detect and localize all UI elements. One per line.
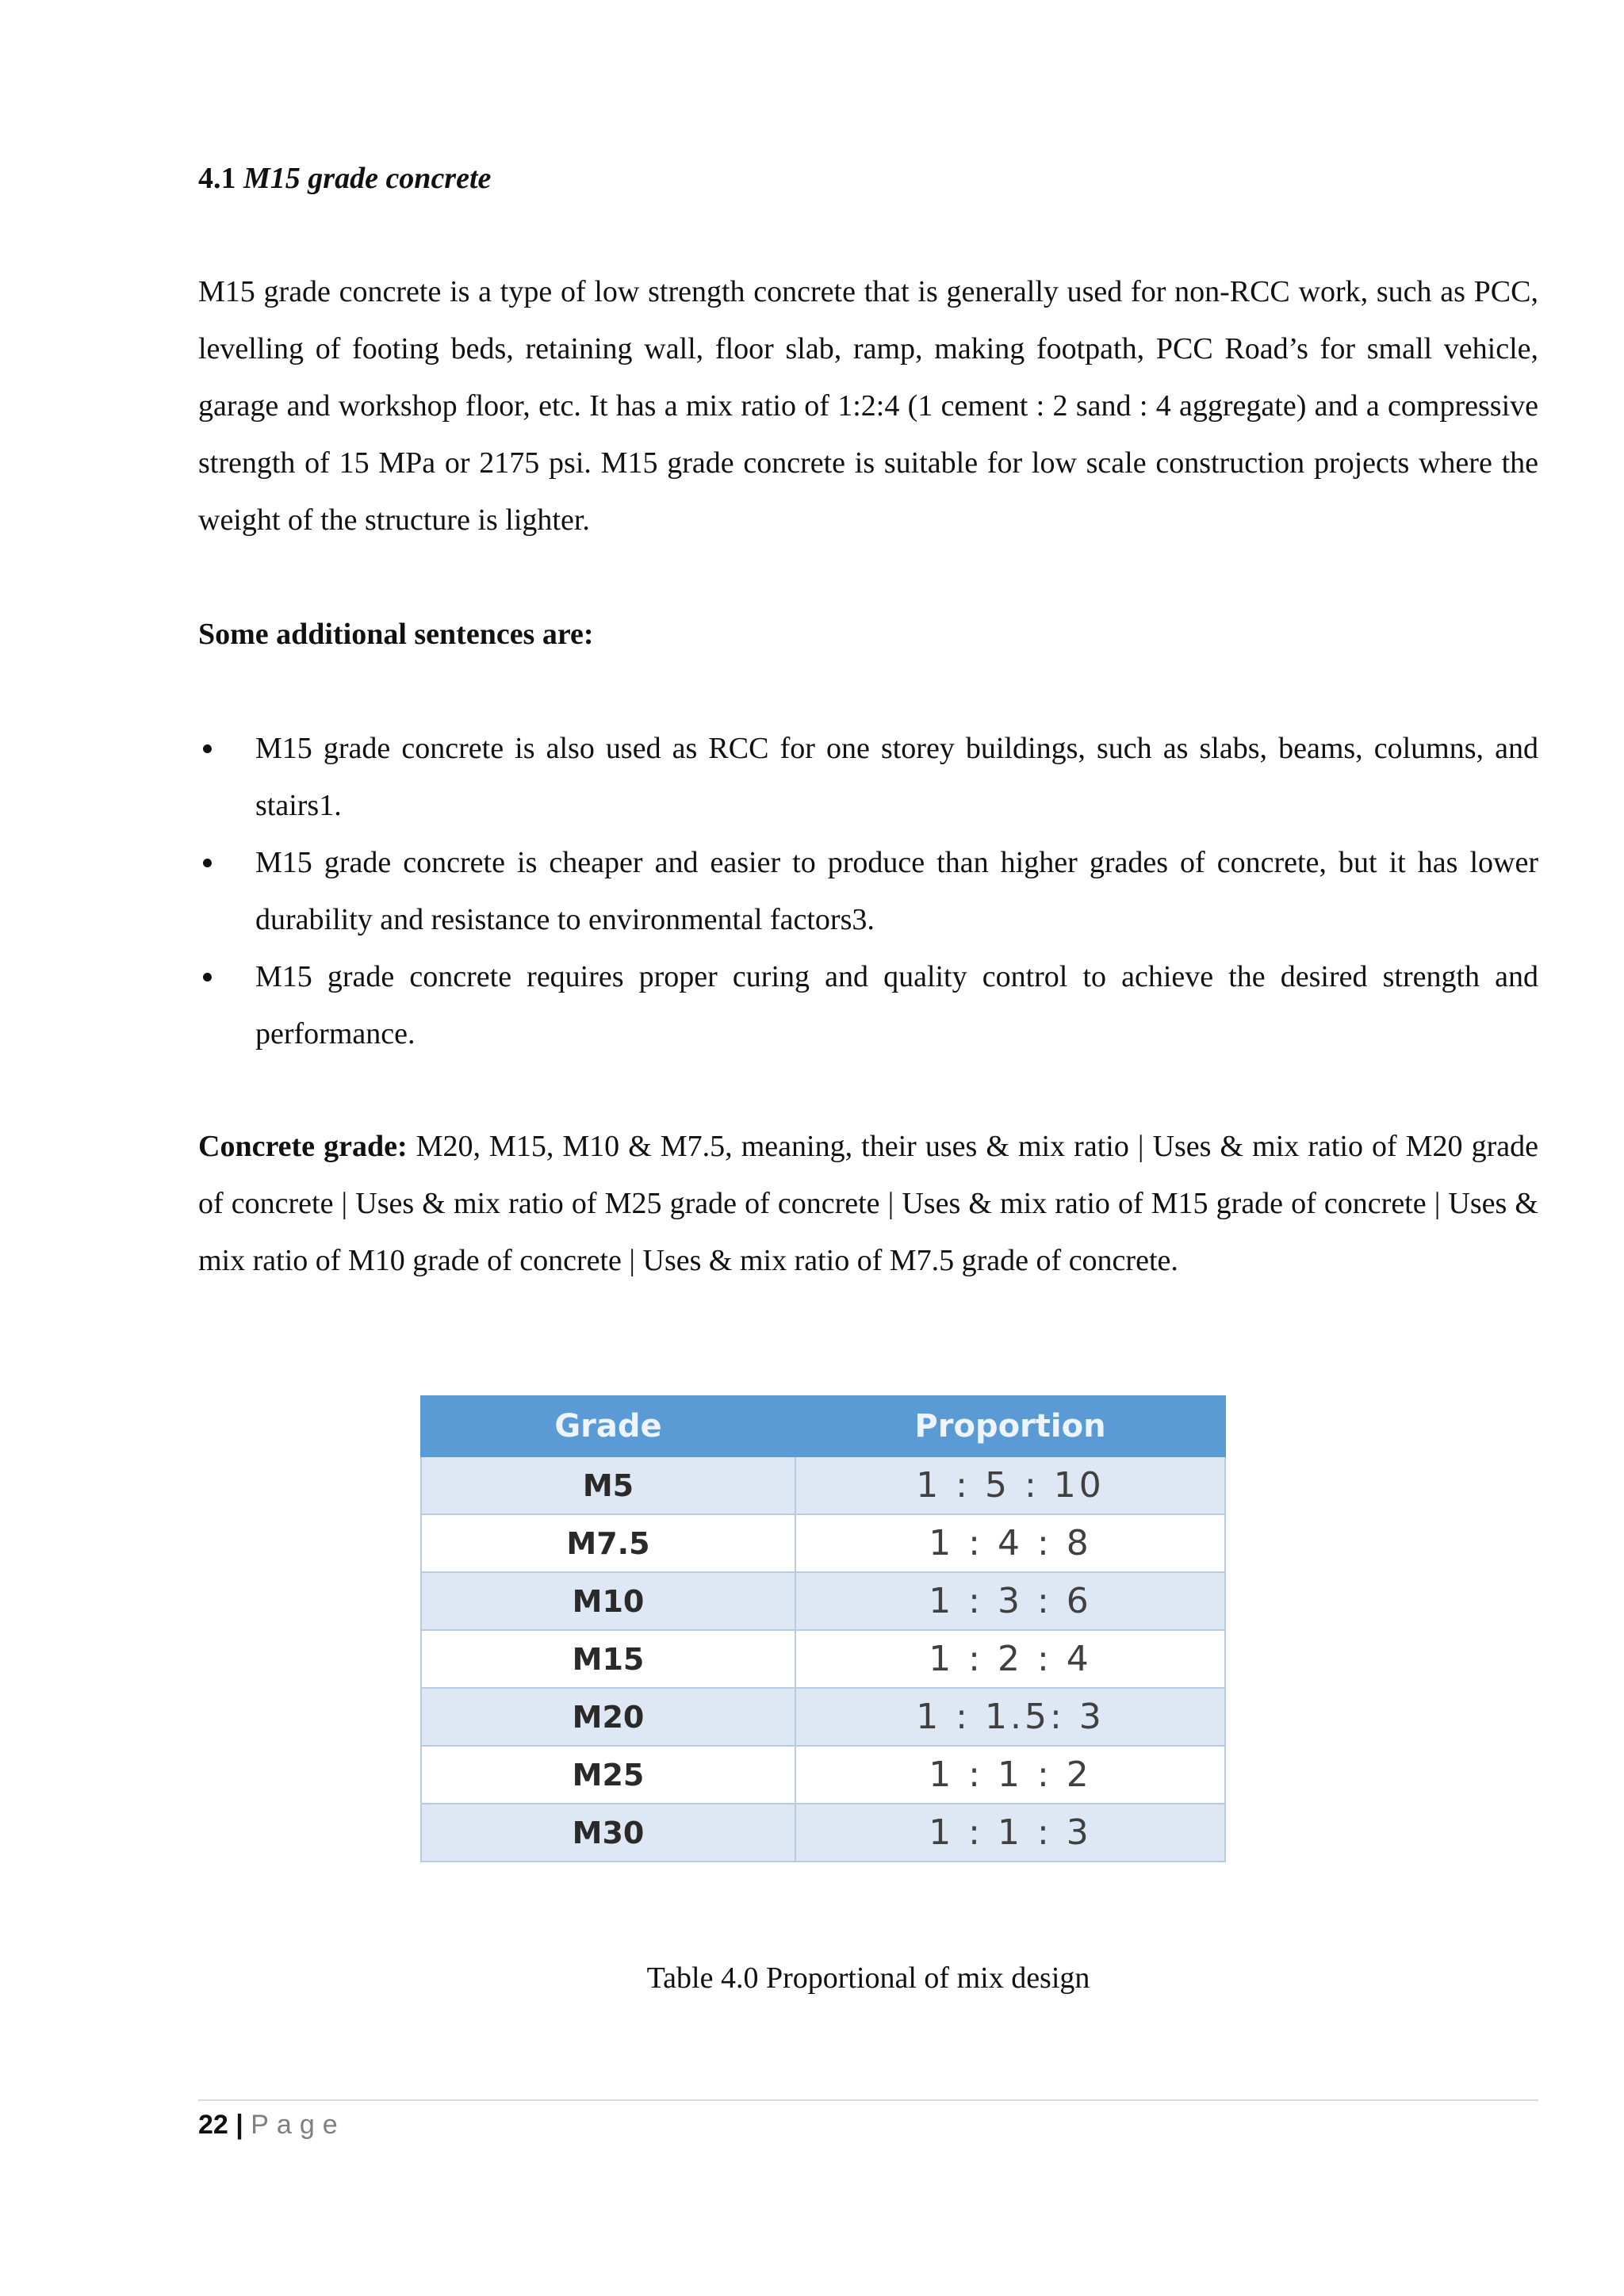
column-header-grade: Grade [421,1396,795,1456]
proportion-cell: 1 : 4 : 8 [795,1514,1225,1572]
table-caption: Table 4.0 Proportional of mix design [646,1961,1090,1995]
proportion-cell: 1 : 3 : 6 [795,1572,1225,1630]
list-item [198,948,1538,1062]
grade-cell: M5 [421,1456,795,1514]
list-item [198,720,1538,834]
proportion-cell: 1 : 1.5: 3 [795,1688,1225,1746]
table-row [421,1804,1225,1862]
concrete-grade-lead: Concrete grade: [198,1130,408,1163]
mix-design-table [420,1395,1226,1862]
table-row [421,1456,1225,1514]
footer-separator: | [236,2110,243,2140]
page-label: Page [251,2110,346,2140]
list-item [198,834,1538,948]
section-number: 4.1 [198,162,236,195]
bullet-dot-icon [203,973,212,982]
section-title: M15 grade concrete [243,162,492,195]
grade-cell: M7.5 [421,1514,795,1572]
proportion-cell: 1 : 1 : 3 [795,1804,1225,1862]
table-header-row [421,1396,1225,1456]
concrete-grade-text: M20, M15, M10 & M7.5, meaning, their uses & mix ratio | Uses & mix ratio of M20 grade of concrete | Uses & mix ratio of M25 grade of concrete | Uses & mix ratio of M15 grade of concrete | Uses & mix ratio of M10 grade of concrete | Uses & mix ratio of M7.5 grade of concrete. [198,1130,1539,1277]
list-item-text: M15 grade concrete is also used as RCC for one storey buildings, such as slabs, beams, columns, and stairs1. [255,732,1538,822]
grade-cell: M25 [421,1746,795,1804]
table-row [421,1688,1225,1746]
grade-cell: M30 [421,1804,795,1862]
proportion-cell: 1 : 1 : 2 [795,1746,1225,1804]
table-row [421,1572,1225,1630]
list-item-text: M15 grade concrete requires proper curing and quality control to achieve the desired strength and performance. [255,960,1538,1050]
additional-heading: Some additional sentences are: [198,618,594,651]
bullet-dot-icon [203,859,212,867]
grade-cell: M15 [421,1630,795,1688]
table-row [421,1630,1225,1688]
proportion-cell: 1 : 2 : 4 [795,1630,1225,1688]
grade-cell: M10 [421,1572,795,1630]
concrete-grade-paragraph [198,1118,1538,1289]
bullet-dot-icon [203,744,212,753]
footer-divider [198,2099,1538,2101]
section-heading [198,157,491,200]
list-item-text: M15 grade concrete is cheaper and easier to produce than higher grades of concrete, but it has lower durability and resistance to environmental factors3. [255,846,1538,936]
page-number: 22 [198,2110,228,2140]
column-header-proportion: Proportion [795,1396,1225,1456]
grade-cell: M20 [421,1688,795,1746]
page-footer [198,2106,346,2144]
bullet-list [198,720,1538,1062]
proportion-cell: 1 : 5 : 10 [795,1456,1225,1514]
table-row [421,1746,1225,1804]
table-row [421,1514,1225,1572]
intro-paragraph: M15 grade concrete is a type of low strength concrete that is generally used for non-RCC work, such as PCC, levelling of footing beds, retaining wall, floor slab, ramp, making footpath, PCC Road’s for small vehicle, garage and workshop floor, etc. It has a mix ratio of 1:2:4 (1 cement : 2 sand : 4 aggregate) and a compressive strength of 15 MPa or 2175 psi. M15 grade concrete is suitable for low scale construction projects where the weight of the structure is lighter. [198,275,1538,537]
